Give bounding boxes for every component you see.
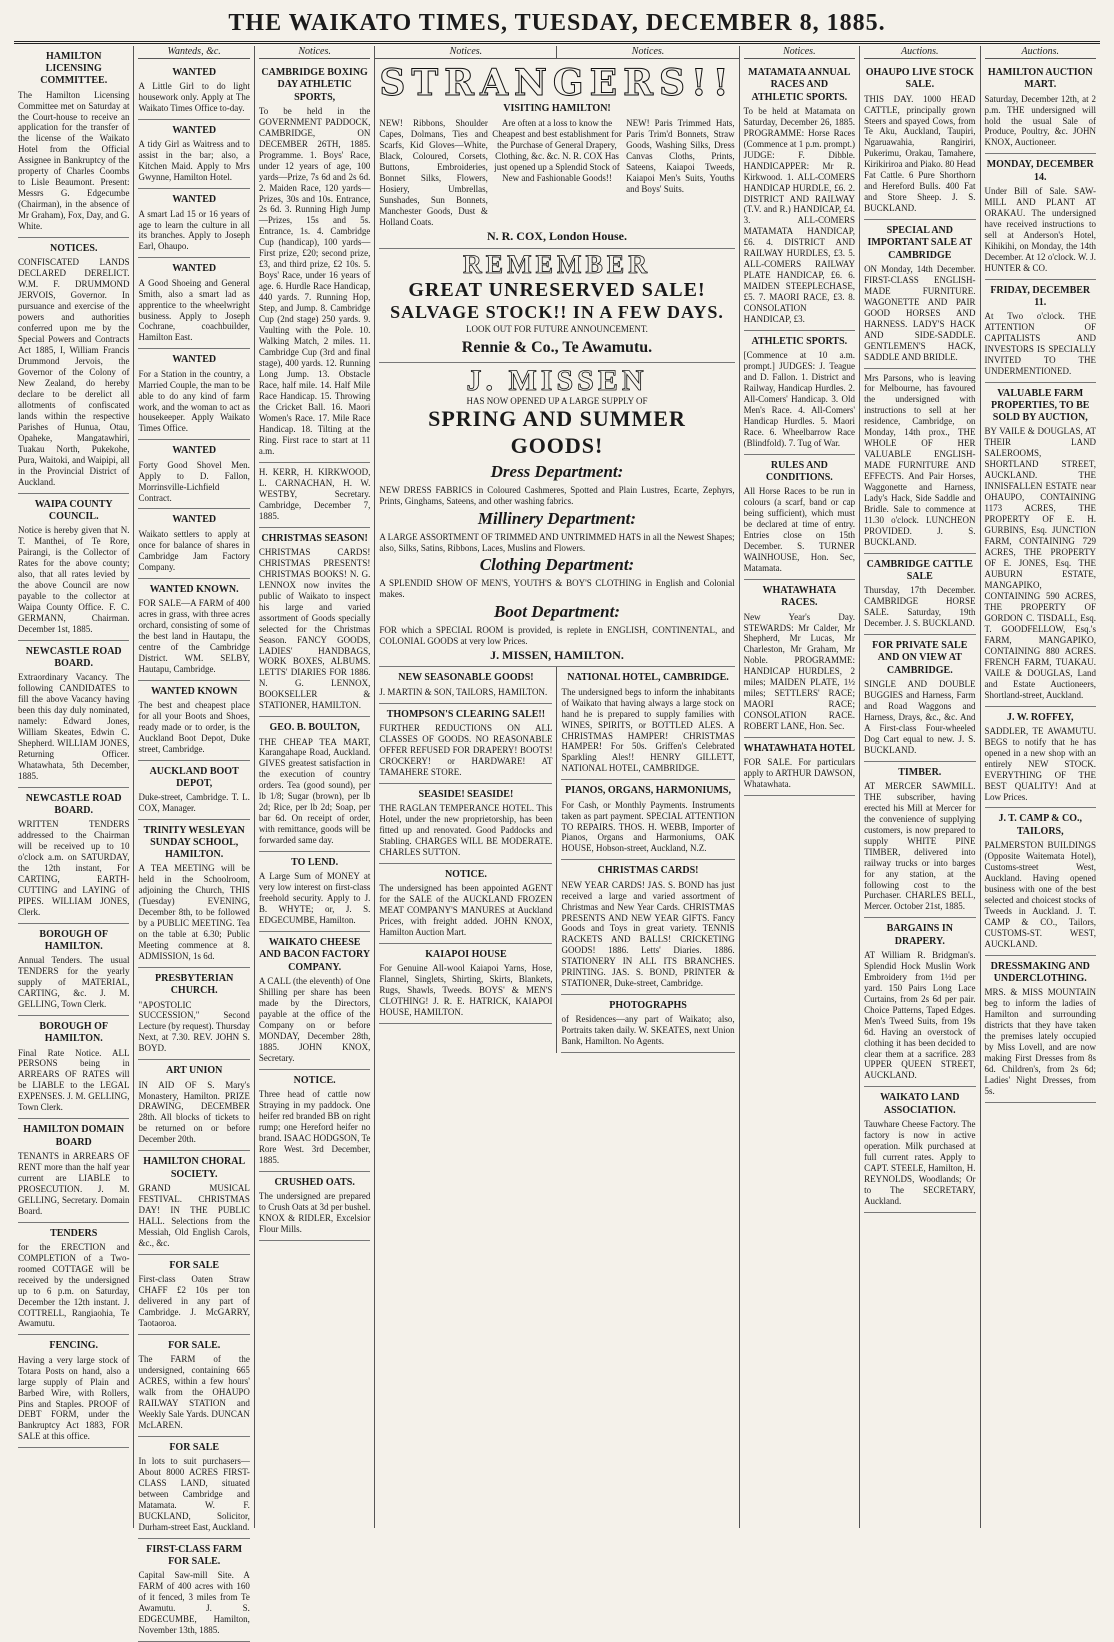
advertisement-body: MRS. & MISS MOUNTAIN beg to inform the ladies of Hamilton and surrounding districts that they have taken the premises lately occupied by Miss Lovell, and are now making First Dresses from 8s 6d. Children's, from 2s 6d; Ladies' Night Dresses, from 5s. xyxy=(984,986,1096,1096)
advertisement xyxy=(18,46,129,238)
column-3-header: Notices. xyxy=(259,46,370,59)
advertisement-body: CONFISCATED LANDS DECLARED DERELICT. W.M. F. DRUMMOND JERVOIS, Governor. In pursuance and exercise of the powers and authorities conferred upon me by the Special Powers and Contracts Act 1885, I, William Francis Drummond Jervois, the Governor of the Colony of New Zealand, do hereby declare to be derelict all allotments of confiscated lands within the respective Parishes of Hunua, Otau, Opaheke, Mangatawhiri, Tuakau North, Pukekohe, Pura, Waitoki, and Waipipi, all in the Provincial District of Auckland. xyxy=(18,257,130,487)
advertisement-body: Mrs Parsons, who is leaving for Melbourne, has favoured the undersigned with instructions to sell at her residence, Cambridge, on Monday, 14th prox., THE WHOLE OF HER VALUABLE ENGLISH-MADE FURNITURE AND EFFECTS. And Pair Horses, Waggonette and Harness, Lady's Hack, Side Saddle and Bridle. Sale to commence at 11.30 o'clock. LUNCHEON PROVIDED. J. S. BUCKLAND. xyxy=(864,372,976,548)
advertisement-body: Duke-street, Cambridge. T. L. COX, Manager. xyxy=(138,791,250,813)
advertisement-title: WANTED KNOWN. xyxy=(149,583,239,595)
advertisement-body: At Two o'clock. THE ATTENTION OF CAPITALISTS AND INVESTORS IS SPECIALLY INVITED TO THE UNDERMENTIONED. xyxy=(984,310,1096,376)
advertisement-body: For Genuine All-wool Kaiapoi Yarns, Hose, Flannel, Singlets, Shirting, Skirts, Blankets, Rugs, Shawls, Tweeds. BOYS' & MEN'S CLOTHING! J. R. E. HATRICK, KAIAPOI HOUSE, HAMILTON. xyxy=(379,962,553,1017)
rennie-name: Rennie & Co., Te Awamutu. xyxy=(461,339,653,356)
advertisement-title: MATAMATA ANNUAL RACES AND ATHLETIC SPORTS. xyxy=(748,67,851,103)
advertisement xyxy=(138,440,249,509)
advertisement-title: GEO. B. BOULTON, xyxy=(269,722,360,734)
advertisement-title: NOTICE. xyxy=(293,1074,336,1086)
advertisement xyxy=(985,62,1096,154)
advertisement xyxy=(138,258,249,349)
advertisement xyxy=(744,580,855,738)
advertisement-title: WANTED xyxy=(172,67,217,79)
advertisement-body: A Little Girl to do light housework only. Apply at The Waikato Times Office to-day. xyxy=(138,81,250,114)
advertisement-body: TENANTS in ARREARS OF RENT more than the half year current are LIABLE to PROSECUTION. J. M. GELLING, Secretary. Domain Board. xyxy=(18,1150,130,1216)
advertisement-body: To be held in the GOVERNMENT PADDOCK, CAMBRIDGE, ON DECEMBER 26TH, 1885. Programme. 1. Boys' Race, under 12 years of age, 100 yards—Prize, 7s 6d and 2s 6d. 2. Maiden Race, 120 yards—Prizes, 30s and 10s. Entrance, 2s 6d. 3. Running High Jump—Prizes, 15s and 5s. Entrance, 1s. 4. Cambridge Cup (handicap), 100 yards—First prize, £20; second prize, £3, and third prize, £2 10s. 5. Boys' Race, under 16 years of age. 6. Hurdle Race Handicap, 440 yards. 7. Running Hop, Step, and Jump. 8. Cambridge Cup (2nd stage) 250 yards. 9. Vaulting with the Pole. 10. Walking Match, 2 miles. 11. Cambridge Cup (3rd and final stage), 400 yards. 12. Running Long Jump. 13. Obstacle Race, half mile. 14. Half Mile Race Handicap. 15. Throwing the Cricket Ball. 16. Maori Women's Race. 17. Mile Race Handicap. 18. Tilting at the Ring. First race to start at 11 a.m. xyxy=(258,105,371,456)
advertisement xyxy=(561,860,734,995)
strangers-ad xyxy=(379,62,734,249)
advertisement-title: WAIKATO LAND ASSOCIATION. xyxy=(880,1092,960,1116)
advertisement xyxy=(138,681,249,761)
column-3 xyxy=(254,46,374,1528)
advertisement-title: PIANOS, ORGANS, HARMONIUMS, xyxy=(565,785,731,797)
column-1 xyxy=(14,46,133,1528)
advertisement xyxy=(864,220,975,368)
advertisement-body: To be held at Matamata on Saturday, December 26, 1885. PROGRAMME: Horse Races (Commence at 1 p.m. prompt.) JUDGE: F. Dibble. HANDICAPPER: Mr R. Kirkwood. 1. ALL-COMERS HANDICAP HURDLE, £6. 2. DISTRICT AND RAILWAY (T.V. and R.) HANDICAP, £4. 3. ALL-COMERS MATAMATA HANDICAP, £6. 4. DISTRICT AND RAILWAY HURDLES, £3. 5. ALL-COMERS RAILWAY PLATE HANDICAP, £6. 6. MAIDEN STEEPLECHASE, £5. 7. MAORI RACE, £3. 8. CONSOLATION HANDICAP, £3. xyxy=(743,105,856,325)
advertisement-body: of Residences—any part of Waikato; also, Portraits taken daily. W. SKEATES, next Union Bank, Hamilton. No Agents. xyxy=(561,1014,735,1047)
advertisement-title: DRESSMAKING AND UNDERCLOTHING. xyxy=(990,960,1090,984)
advertisement-title: WANTED KNOWN xyxy=(150,685,238,697)
column-7-header: Auctions. xyxy=(864,46,975,59)
advertisement-body: The undersigned are prepared to Crush Oats at 3d per bushel. KNOX & RIDLER, Excelsior Flour Mills. xyxy=(258,1190,371,1234)
column-4-header: Notices. xyxy=(375,46,556,59)
advertisement-title: HAMILTON AUCTION MART. xyxy=(987,67,1093,91)
advertisement-body: All Horse Races to be run in colours (a scarf, band or cap being sufficient), which must be declared at time of entry. Entries close on 15th December. S. TURNER WAINHOUSE, Hon. Sec, Matamata. xyxy=(743,486,856,574)
advertisement-title: CHRISTMAS SEASON! xyxy=(261,532,368,544)
advertisement-title: FOR SALE. xyxy=(168,1339,221,1351)
advertisement-title: BOROUGH OF HAMILTON. xyxy=(39,928,109,953)
rennie-ad xyxy=(379,249,734,363)
advertisement xyxy=(18,924,129,1016)
advertisement xyxy=(18,1223,129,1336)
advertisement-body: The undersigned begs to inform the inhabitants of Waikato that having always a large stock on hand he is prepared to supply families with WINES, SPIRITS, or BOTTLED ALES. A CHRISTMAS HAMPER! CHRISTMAS HAMPER! For 50s. Griffen's Celebrated Sparkling Ales!! HENRY GILLETT, NATIONAL HOTEL, CAMBRIDGE. xyxy=(561,686,735,774)
advertisement-title: TENDERS xyxy=(50,1227,98,1239)
advertisement xyxy=(138,968,249,1060)
advertisement-body: A tidy Girl as Waitress and to assist in the bar; also, a Kitchen Maid. Apply to Mrs Gwynne, Hamilton Hotel. xyxy=(138,139,250,183)
advertisement-title: WAIKATO CHEESE AND BACON FACTORY COMPANY. xyxy=(259,937,371,973)
advertisement-body: CHRISTMAS CARDS! CHRISTMAS PRESENTS! CHRISTMAS BOOKS! N. G. LENNOX now invites the public of Waikato to inspect his large and varied assortment of Goods specially selected for the Christmas Season. FANCY GOODS, LADIES' HANDBAGS, WORK BOXES, ALBUMS. LETTS' DIARIES FOR 1886. N. G. LENNOX, BOOKSELLER & STATIONER, HAMILTON. xyxy=(258,546,371,711)
column-2-header: Wanteds, &c. xyxy=(138,46,249,59)
advertisement xyxy=(744,62,855,331)
advertisement-body: "APOSTOLIC SUCCESSION," Second Lecture (by request). Thursday Next, at 7.30. REV. JOHN S. BOYD. xyxy=(138,999,250,1054)
advertisement xyxy=(864,369,975,555)
advertisement-body: In lots to suit purchasers—About 8000 ACRES FIRST-CLASS LAND, situated between Cambridge and Matamata. W. F. BUCKLAND, Solicitor, Durham-street East, Auckland. xyxy=(138,1455,250,1532)
advertisement xyxy=(18,494,129,641)
column-5 xyxy=(556,667,738,1053)
column-6-header: Notices. xyxy=(744,46,855,59)
advertisement-title: FIRST-CLASS FARM FOR SALE. xyxy=(146,1543,243,1567)
advertisement-title: TO LEND. xyxy=(291,857,339,869)
advertisement-body: A Good Shoeing and General Smith, also a smart lad as apprentice to the wheelwright business. Apply to Joseph Cochrane, coachbuilder, Hamilton East. xyxy=(138,277,250,343)
advertisement-title: J. W. ROFFEY, xyxy=(1006,711,1074,723)
advertisement-body: [Commence at 10 a.m. prompt.] JUDGES: J. Teague and D. Fallon. 1. District and Railway, Handicap Hurdles. 2. All-Comers' Handicap. 3. Old Men's Race. 4. All-Comers' Handicap Hurdles. 5. Maori Race. 6. Wheelbarrow Race (Blindfold). 7. Tug of War. xyxy=(743,350,856,449)
advertisement xyxy=(864,1087,975,1212)
advertisement-body: New Year's Day. STEWARDS: Mr Calder, Mr Shepherd, Mr Lucas, Mr Charleston, Mr Graham, Mr Noble. PROGRAMME: HANDICAP HURDLES, 2 miles; MAIDEN PLATE, 1½ miles; SETTLERS' RACE; MAORI RACE; CONSOLATION RACE. ROBERT LANE, Hon. Sec. xyxy=(743,611,856,732)
strangers-title: STRANGERS!! xyxy=(379,62,735,105)
advertisement-body: The undersigned has been appointed AGENT for the SALE of the AUCKLAND FROZEN MEAT COMPANY'S MANURES at Auckland Prices, with freight added. JOHN KNOX, Hamilton Auction Mart. xyxy=(379,882,553,937)
advertisement xyxy=(138,189,249,258)
advertisement-body: SADDLER, TE AWAMUTU. BEGS to notify that he has opened in a new shop with an entirely NEW STOCK. EVERYTHING OF THE BEST QUALITY! And at Low Prices. xyxy=(984,725,1096,802)
advertisement-title: OHAUPO LIVE STOCK SALE. xyxy=(865,67,974,91)
advertisement xyxy=(985,383,1096,707)
missen-title: J. MISSEN xyxy=(466,363,648,397)
advertisement-body: Final Rate Notice. ALL PERSONS being in ARREARS OF RATES will be LIABLE to the LEGAL EXPENSES. J. M. GELLING, Town Clerk. xyxy=(18,1047,130,1113)
masthead: THE WAIKATO TIMES, TUESDAY, DECEMBER 8, 1885. xyxy=(14,10,1100,44)
advertisement xyxy=(138,1335,249,1437)
spring-title: SPRING AND SUMMER GOODS! xyxy=(428,406,686,459)
advertisement xyxy=(985,280,1096,383)
advertisement-body: FOR SALE—A FARM of 400 acres in grass, with three acres orchard, consisting of some of the best land in Hautapu, the centre of the Cambridge District. WM. SELBY, Hautapu, Cambridge. xyxy=(138,597,250,674)
advertisement-body: Thursday, 17th December. CAMBRIDGE HORSE SALE. Saturday, 19th December. J. S. BUCKLAND. xyxy=(864,585,976,629)
advertisement xyxy=(379,944,552,1024)
column-6 xyxy=(739,46,859,1528)
advertisement-title: HAMILTON DOMAIN BOARD xyxy=(23,1124,125,1148)
advertisement-title: CAMBRIDGE BOXING DAY ATHLETIC SPORTS, xyxy=(261,67,368,103)
advertisement-title: THOMPSON'S CLEARING SALE!! xyxy=(386,708,546,720)
advertisement-title: CAMBRIDGE CATTLE SALE xyxy=(866,559,973,583)
advertisement-body: A TEA MEETING will be held in the Schoolroom, adjoining the Church, THIS (Tuesday) EVENING, December 8th, to be followed by a PUBLIC MEETING. Tea on the table at 6.30; Public Meeting commence at 8. ADMISSION, 1s 6d. xyxy=(138,863,250,962)
advertisement-body: Annual Tenders. The usual TENDERS for the yearly supply of MATERIAL, CARTING, &c. J. M. GELLING, Town Clerk. xyxy=(18,955,130,1010)
advertisement xyxy=(18,1335,129,1448)
advertisement xyxy=(864,762,975,919)
advertisement-body: Three head of cattle now Straying in my paddock. One heifer red branded BB on right rump; one Hereford heifer no brand. ISAAC HODGSON, Te Rore West. 3rd December, 1885. xyxy=(258,1088,371,1165)
advertisement xyxy=(259,1172,370,1241)
advertisement-body: Waikato settlers to apply at once for balance of shares in Cambridge Jam Factory Company. xyxy=(138,528,250,572)
advertisement-title: CHRISTMAS CARDS! xyxy=(597,865,699,877)
column-4 xyxy=(375,667,556,1053)
advertisement xyxy=(561,667,734,780)
advertisement-title: NEWCASTLE ROAD BOARD. xyxy=(25,792,122,816)
boot-heading: Boot Department: xyxy=(493,602,621,622)
advertisement-title: WANTED xyxy=(172,194,217,206)
advertisement xyxy=(744,331,855,455)
advertisement-body: FURTHER REDUCTIONS ON ALL CLASSES OF GOODS. NO REASONABLE OFFER REFUSED FOR DRAPERY! BOOTS! CROCKERY! or HARDWARE! AT TAMAHERE STORE. xyxy=(379,722,553,777)
advertisement xyxy=(138,579,249,681)
advertisement-title: PRESBYTERIAN CHURCH. xyxy=(155,973,234,997)
strangers-right: NEW! Paris Trimmed Hats, Paris Trim'd Bonnets, Straw Goods, Washing Silks, Dress Canvas Cloths, Prints, Sateens, Kaiapoi Tweeds, Kaiapoi Men's Suits, Youths and Boys' Suits. xyxy=(626,118,735,195)
advertisement xyxy=(138,820,249,968)
advertisement xyxy=(259,62,370,463)
advertisement xyxy=(379,667,552,703)
advertisement-title: FENCING. xyxy=(49,1340,99,1352)
advertisement-title: AUCKLAND BOOT DEPOT, xyxy=(149,765,239,789)
advertisement-title: NOTICE. xyxy=(444,868,487,880)
advertisement-body: for the ERECTION and COMPLETION of a Two-roomed COTTAGE will be received by the undersigned up to 6 p.m. on Saturday, December the 12th instant. J. COTTRELL, Rangiaohia, Te Awamutu. xyxy=(18,1241,130,1329)
advertisement xyxy=(259,463,370,528)
advertisement-body: A Large Sum of MONEY at very low interest on first-class freehold security. Apply to J. B. WHYTE; or, J. S. EDGECUMBE, Hamilton. xyxy=(258,871,371,926)
column-7 xyxy=(859,46,979,1528)
advertisement-body: J. MARTIN & SON, TAILORS, HAMILTON. xyxy=(379,686,548,697)
boot-body: FOR which a SPECIAL ROOM is provided, is replete in ENGLISH, CONTINENTAL, and COLONIAL GOODS at very low Prices. xyxy=(379,624,735,646)
advertisement-title: BOROUGH OF HAMILTON. xyxy=(39,1021,109,1045)
advertisement xyxy=(259,932,370,1069)
advertisement xyxy=(138,120,249,189)
advertisement-title: FRIDAY, DECEMBER 11. xyxy=(990,284,1091,308)
advertisement-title: MONDAY, DECEMBER 14. xyxy=(986,159,1094,183)
advertisement-title: WANTED xyxy=(172,354,217,366)
advertisement-title: NATIONAL HOTEL, CAMBRIDGE. xyxy=(567,672,729,684)
advertisement-body: THIS DAY. 1000 HEAD CATTLE, principally grown Steers and spayed Cows, from Te Aku, Auckland, Taupiri, Ngaruawahia, Rangiriri, Pukerimu, Orakau, Tamahere, Kirikiriroa and Piako. 80 Head Fat Cattle. 6 Pure Shorthorn and Hereford Bulls. 400 Fat and Store Sheep. J. S. BUCKLAND. xyxy=(864,93,976,214)
advertisement-title: WAIPA COUNTY COUNCIL. xyxy=(34,498,113,522)
column-2 xyxy=(133,46,253,1635)
advertisement-body: WRITTEN TENDERS addressed to the Chairman will be received up to 10 o'clock a.m. on SATURDAY, the 12th instant, For CARTING, EARTH-CUTTING and LAYING of PIPES. WILLIAM JONES, Clerk. xyxy=(18,819,130,917)
salvage-note: LOOK OUT FOR FUTURE ANNOUNCEMENT. xyxy=(466,324,648,335)
advertisement-body: ON Monday, 14th December. FIRST-CLASS ENGLISH-MADE FURNITURE. WAGONETTE AND PAIR GOOD HORSES AND HARNESS. LADY'S HACK AND SIDE-SADDLE. GENTLEMEN'S HACK, SADDLE AND BRIDLE. xyxy=(864,263,976,362)
advertisement-body: AT William R. Bridgman's. Splendid Hock Muslin Work Embroidery from 1½d per yard. 150 Pairs Long Lace Curtains, from 2s 6d per pair. Choice Patterns, Taped Edges. Men's Tweed Suits, from 19s 6d. Having an overstock of clothing it has been decided to clear them at a sacrifice. 283 UPPER QUEEN STREET, AUCKLAND. xyxy=(864,949,976,1081)
advertisement-body: THE RAGLAN TEMPERANCE HOTEL. This Hotel, under the new proprietorship, has been fitted up and renovated. Good Paddocks and Stabling. CHARGES WILL BE MODERATE. CHARLES SUTTON. xyxy=(379,802,553,857)
advertisement-title: WHATAWHATA RACES. xyxy=(762,585,837,609)
advertisement-body: Under Bill of Sale. SAW-MILL AND PLANT AT ORAKAU. The undersigned have received instructions to sell at Anderson's Hotel, Kihikihi, on Monday, the 14th December. At 12 o'clock. W. J. HUNTER & CO. xyxy=(984,185,1096,273)
advertisement-body: IN AID OF S. Mary's Monastery, Hamilton. PRIZE DRAWING, DECEMBER 28th. All blocks of tickets to be returned on or before December 20th. xyxy=(138,1079,250,1145)
advertisement-title: WHATAWHATA HOTEL xyxy=(743,743,855,755)
advertisement-title: PHOTOGRAPHS xyxy=(609,1000,687,1012)
advertisement xyxy=(259,717,370,852)
advertisement xyxy=(138,1255,249,1335)
advertisement xyxy=(744,455,855,580)
advertisement-body: A CALL (the eleventh) of One Shilling per share has been made by the Directors, payable at the office of the Company on or before MONDAY, December 28th, 1885. JOHN KNOX, Secretary. xyxy=(258,975,371,1063)
advertisement-body: SINGLE AND DOUBLE BUGGIES and Harness, Farm and Road Waggons and Harness, Drays, &c., &c. And A First-class Four-wheeled Dog Cart equal to new. J. S. BUCKLAND. xyxy=(864,678,976,755)
advertisement-body: Tauwhare Cheese Factory. The factory is now in active operation. Milk purchased at full current rates. Apply to CAPT. STEELE, Hamilton, H. REYNOLDS, Woodlands; Or to The SECRETARY, Auckland. xyxy=(864,1118,976,1206)
advertisement-body: For a Station in the country, a Married Couple, the man to be able to do any kind of farm work, and the woman to act as housekeeper. Apply Waikato Times Office. xyxy=(138,368,250,434)
advertisement-title: HAMILTON LICENSING COMMITTEE. xyxy=(40,51,108,87)
advertisement xyxy=(18,1016,129,1119)
advertisement-title: J. T. CAMP & CO., TAILORS, xyxy=(998,813,1082,837)
advertisement-title: WANTED xyxy=(172,125,217,137)
remember-title: REMEMBER xyxy=(462,249,651,279)
advertisement xyxy=(561,780,734,860)
advertisement xyxy=(138,509,249,578)
advertisement xyxy=(379,864,552,944)
advertisement xyxy=(138,1060,249,1151)
strangers-footer: N. R. COX, London House. xyxy=(486,229,627,244)
advertisement xyxy=(18,1119,129,1222)
column-8-header: Auctions. xyxy=(985,46,1096,59)
salvage-title: SALVAGE STOCK!! IN A FEW DAYS. xyxy=(390,302,724,323)
advertisement-body: Saturday, December 12th, at 2 p.m. THE undersigned will hold the usual Sale of Produce, Poultry, &c. JOHN KNOX, Auctioneer. xyxy=(984,93,1096,148)
advertisement-body: The FARM of the undersigned, containing 665 ACRES, within a few hours' walk from the OHAUPO RAILWAY STATION and Weekly Sale Yards. DUNCAN McLAREN. xyxy=(138,1353,250,1430)
advertisement xyxy=(985,956,1096,1103)
advertisement xyxy=(18,641,129,788)
advertisement-body: First-class Oaten Straw CHAFF £2 10s per ton delivered in any part of Cambridge. J. McGARRY, Taotaoroa. xyxy=(138,1273,250,1328)
advertisement xyxy=(138,1539,249,1642)
advertisement xyxy=(259,1070,370,1172)
advertisement-title: KAIAPOI HOUSE xyxy=(425,948,507,960)
strangers-subtitle: VISITING HAMILTON! xyxy=(503,103,611,115)
advertisement xyxy=(864,62,975,220)
advertisement-body: The best and cheapest place for all your Boots and Shoes, ready made or to order, is the Auckland Boot Depot, Duke street, Cambridge. xyxy=(138,699,250,754)
advertisement-body: Having a very large stock of Totara Posts on hand, also a large supply of Plain and Barbed Wire, with Rollers, Pins and Staples. PROOF of DEBT FORM, under the Bankruptcy Act 1883, FOR SALE at this office. xyxy=(18,1354,130,1442)
advertisement-title: NEW SEASONABLE GOODS! xyxy=(398,672,534,684)
column-8 xyxy=(980,46,1100,1528)
advertisement xyxy=(864,554,975,635)
advertisement-body: For Cash, or Monthly Payments. Instruments taken as part payment. SPECIAL ATTENTION TO REPAIRS. THOS. H. WEBB, Importer of Pianos, Organs and Harmoniums, OAK HOUSE, Hobson-street, Auckland, N.Z. xyxy=(561,799,735,854)
advertisement-body: FOR SALE. For particulars apply to ARTHUR DAWSON, Whatawhata. xyxy=(743,757,856,790)
advertisement-body: Forty Good Shovel Men. Apply to D. Fallon, Morrinsville-Lichfield Contract. xyxy=(138,459,250,503)
advertisement-title: VALUABLE FARM PROPERTIES, TO BE SOLD BY AUCTION, xyxy=(991,387,1090,424)
advertisement xyxy=(864,635,975,761)
advertisement-title: WANTED xyxy=(172,514,217,526)
advertisement xyxy=(561,995,734,1053)
dress-heading: Dress Department: xyxy=(490,462,624,482)
advertisement xyxy=(259,528,370,718)
missen-subtitle: HAS NOW OPENED UP A LARGE SUPPLY OF xyxy=(466,395,648,406)
millinery-heading: Millinery Department: xyxy=(477,508,637,528)
advertisement xyxy=(259,852,370,932)
sale-title: GREAT UNRESERVED SALE! xyxy=(408,278,706,301)
advertisement-title: FOR PRIVATE SALE AND ON VIEW AT CAMBRIDGE. xyxy=(872,640,968,676)
advertisement xyxy=(864,918,975,1087)
advertisement xyxy=(985,707,1096,809)
advertisement xyxy=(18,788,129,924)
advertisement xyxy=(985,808,1096,955)
advertisement-body: H. KERR, H. KIRKWOOD, L. CARNACHAN, H. W. WESTBY, Secretary. Cambridge, December 7, 1885. xyxy=(258,466,371,521)
advertisement-body: AT MERCER SAWMILL. THE subscriber, having erected his Mill at Mercer for the convenience of supplying customers, is now prepared to supply WHITE PINE TIMBER, delivered into railway trucks or into barges for any station, at the following cost to the Purchaser. CHARLES BELL, Mercer. October 21st, 1885. xyxy=(864,780,976,912)
advertisement xyxy=(138,62,249,120)
advertisement xyxy=(138,761,249,820)
strangers-middle: Are often at a loss to know the Cheapest and best establishment for the Purchase of General Drapery, Clothing, &c. &c. N. R. COX Has just opened up a Splendid Stock of New and Fashionable Goods!! xyxy=(492,118,622,184)
advertisement-title: WANTED xyxy=(172,263,217,275)
advertisement-title: FOR SALE xyxy=(169,1441,220,1453)
missen-footer: J. MISSEN, HAMILTON. xyxy=(490,647,624,662)
column-4-5 xyxy=(374,46,738,1528)
advertisement-title: BARGAINS IN DRAPERY. xyxy=(886,923,953,947)
millinery-body: A LARGE ASSORTMENT OF TRIMMED AND UNTRIMMED HATS in all the Newest Shapes; also, Silks, Satins, Ribbons, Laces, Muslins and Flowers. xyxy=(379,531,735,553)
advertisement-title: RULES AND CONDITIONS. xyxy=(765,460,833,484)
clothing-body: A SPLENDID SHOW OF MEN'S, YOUTH'S & BOY'S CLOTHING in English and Colonial makes. xyxy=(379,578,735,600)
advertisement xyxy=(138,1437,249,1539)
advertisement-body: GRAND MUSICAL FESTIVAL. CHRISTMAS DAY! IN THE PUBLIC HALL. Selections from the Messiah, Old English Carols, &c., &c. xyxy=(138,1182,250,1248)
advertisement xyxy=(379,784,552,864)
advertisement-title: SPECIAL AND IMPORTANT SALE AT CAMBRIDGE xyxy=(867,225,973,261)
advertisement-title: FOR SALE xyxy=(169,1259,220,1271)
strangers-left: NEW! Ribbons, Shoulder Capes, Dolmans, Ties and Scarfs, Kid Gloves—White, Black, Coloured, Corsets, Buttons, Embroideries, Bonnet Silks, Flowers, Hosiery, Umbrellas, Sunshades, Sun Bonnets, Manchester Goods, Dust & Holland Coats. xyxy=(379,118,488,228)
advertisement-body: A smart Lad 15 or 16 years of age to learn the culture in all its branches. Apply to Joseph Earl, Ohaupo. xyxy=(138,208,250,252)
missen-ad xyxy=(379,363,734,668)
advertisement xyxy=(985,154,1096,279)
advertisement xyxy=(379,704,552,784)
advertisement xyxy=(138,349,249,440)
advertisement-body: Capital Saw-mill Site. A FARM of 400 acres with 160 of it fenced, 3 miles from Te Awamutu. J. S. EDGECUMBE, Hamilton, November 13th, 1885. xyxy=(138,1569,250,1635)
advertisement-body: THE CHEAP TEA MART, Karangahape Road, Auckland. GIVES greatest satisfaction in the execution of country orders. Tea (good sound), per lb 1/8; Sugar (brown), per lb 2d; Rice, per lb 2d; Soap, per bar 6d. On receipt of order, with remittance, goods will be forwarded same day. xyxy=(258,736,371,846)
advertisement-title: WANTED xyxy=(172,445,217,457)
column-5-header: Notices. xyxy=(556,46,738,59)
advertisement-title: ART UNION xyxy=(165,1065,223,1077)
dress-body: NEW DRESS FABRICS in Coloured Cashmeres, Spotted and Plain Lustres, Ecarte, Zephyrs, Prints, Ginghams, Sateens, and other washing fabrics. xyxy=(379,484,735,506)
advertisement-title: TIMBER. xyxy=(898,766,942,778)
advertisement-body: Notice is hereby given that N. T. Manthei, of Te Rore, Pairangi, is the Collector of Rates for the above county; also, that all rates levied by the above Council are now payable to the collector at Waipa County Office. F. C. GERMANN, Chairman. December 1st, 1885. xyxy=(18,525,130,634)
advertisement-title: ATHLETIC SPORTS. xyxy=(751,336,848,348)
advertisement-title: NEWCASTLE ROAD BOARD. xyxy=(25,645,122,669)
advertisement xyxy=(18,238,129,494)
advertisement-title: SEASIDE! SEASIDE! xyxy=(418,788,514,800)
clothing-heading: Clothing Department: xyxy=(479,555,635,575)
advertisement xyxy=(138,1151,249,1254)
advertisement-body: The Hamilton Licensing Committee met on Saturday at the Court-house to receive an application for the transfer of the license of the Waikato Hotel from the Official Assignee in Bankruptcy of the property of Charles Coombs to Lisle Beaumont. Present: Messrs G. Edgecumbe (Chairman), in the absence of Mr Graham), Fox, Day, and G. White. xyxy=(18,89,130,232)
advertisement-title: HAMILTON CHORAL SOCIETY. xyxy=(143,1156,246,1180)
advertisement-title: NOTICES. xyxy=(49,243,98,255)
advertisement-body: NEW YEAR CARDS! JAS. S. BOND has just received a large and varied assortment of Christmas and New Year Cards. CHRISTMAS PRESENTS AND NEW YEAR GIFTS. Fancy Goods and Toys in great variety. TENNIS RACKETS AND BALLS! CRICKETING GOODS! 1886. Letts' Diaries. 1886. STATIONERY IN ALL ITS BRANCHES. PRINTING. JAS. S. BOND, PRINTER & STATIONER, Duke-street, Cambridge. xyxy=(561,879,735,989)
advertisement-body: BY VAILE & DOUGLAS, AT THEIR LAND SALEROOMS, SHORTLAND STREET, AUCKLAND. THE INNISFALLEN ESTATE near OHAUPO, CONTAINING 1173 ACRES, THE PROPERTY OF E. H. GURBINS, Esq. JUNCTION FARM, CONTAINING 729 ACRES, THE PROPERTY OF E. JONES, Esq. THE AUBURN ESTATE, MANGAPIKO, CONTAINING 590 ACRES, THE PROPERTY OF GORDON C. TISDALL, Esq. T. GOODFELLOW, Esq.'s FARM, MANGAPIKO, CONTAINING 880 ACRES. FRENCH FARM, TUAKAU. VAILE & DOUGLAS, Land and Estate Auctioneers, Shortland-street, Auckland. xyxy=(984,426,1096,700)
advertisement-body: PALMERSTON BUILDINGS (Opposite Waitemata Hotel), Customs-street West, Auckland. Having opened business with one of the best selected and choicest stocks of Tweeds in Auckland. J. T. CAMP & CO., Tailors, CUSTOMS-ST. WEST, AUCKLAND. xyxy=(984,839,1096,949)
advertisement xyxy=(744,738,855,796)
advertisement-body: Extraordinary Vacancy. The following CANDIDATES to fill the above Vacancy having been this day duly nominated, namely: Edward Jones, William Skeates, Edwin C. Shepherd. WILLIAM JONES, Returning Officer. Whatawhata, 5th December, 1885. xyxy=(18,672,130,781)
columns-container xyxy=(14,46,1100,1635)
advertisement-title: TRINITY WESLEYAN SUNDAY SCHOOL, HAMILTON. xyxy=(143,824,245,861)
advertisement-title: CRUSHED OATS. xyxy=(274,1176,355,1188)
